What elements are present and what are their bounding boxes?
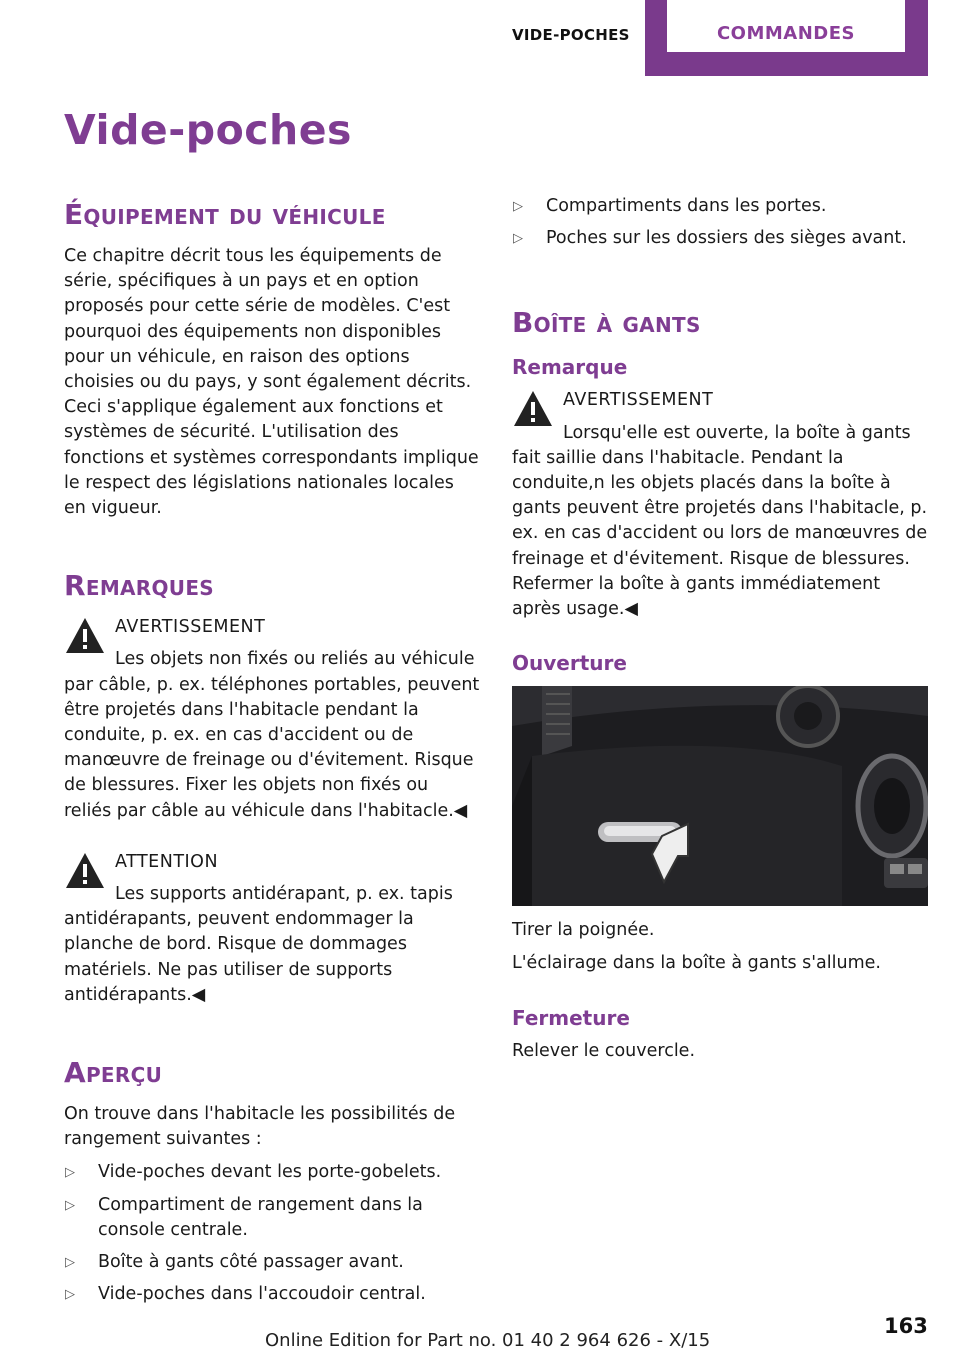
right-column	[512, 194, 928, 1064]
subheading-closing: Fermeture	[512, 1005, 630, 1030]
heading-overview: Aperçu	[64, 1056, 163, 1090]
warning-text: Lorsqu'elle est ouverte, la boîte à gants fait saillie dans l'habitacle. Pendant la conduite,n les objets placés dans la boîte à gants peuvent être projetés dans l'habitacle, p. ex. en cas d'accident ou lors de manœuvres de freinage et d'évitement. Risque de blessures. Refermer la boîte à gants immédiatement après usage.◀	[512, 422, 928, 620]
footer-edition: Online Edition for Part no. 01 40 2 964 626 - X/15	[265, 1330, 711, 1351]
warning-block	[64, 615, 480, 824]
paragraph-equipment: Ce chapitre décrit tous les équipements de série, spécifiques à un pays et en option proposés pour cette série de modèles. C'est pourquoi des équipements non disponibles pour un véhicule, en raison des options choisies ou du pays, y sont également décrits. Ceci s'applique également aux fonctions et systèmes de sécurité. L'utilisation des fonctions et systèmes correspondants implique le respect des législations nationales locales en vigueur.	[64, 246, 479, 519]
list-item: ▷ Poches sur les dossiers des sièges avant.	[512, 226, 928, 251]
bullet-triangle-icon: ▷	[513, 199, 523, 214]
warning-triangle-icon	[64, 850, 106, 892]
heading-glovebox: Boîte à gants	[512, 306, 701, 340]
heading-equipment: Équipement du véhicule	[64, 198, 386, 231]
warning-triangle-icon	[64, 615, 106, 657]
warning-heading: AVERTISSEMENT	[563, 390, 714, 411]
subheading-note: Remarque	[512, 355, 628, 380]
bullet-triangle-icon: ▷	[513, 231, 523, 247]
heading-remarks: Remarques	[64, 569, 215, 603]
bullet-triangle-icon: ▷	[65, 1197, 75, 1213]
warning-block	[512, 388, 928, 622]
subheading-opening: Ouverture	[512, 651, 627, 676]
paragraph-pull-handle: Tirer la poignée.	[512, 920, 655, 941]
list-item: ▷ Vide-poches dans l'accoudoir central.	[64, 1282, 480, 1307]
page-number: 163	[884, 1314, 928, 1338]
list-item: ▷ Compartiments dans les portes.	[512, 194, 928, 219]
running-header-section: VIDE-POCHES	[512, 26, 630, 44]
chapter-tab-label: COMMANDES	[667, 0, 905, 52]
list-item: ▷ Compartiment de rangement dans la console centrale.	[65, 1194, 423, 1240]
glovebox-illustration	[512, 686, 928, 906]
caution-heading: ATTENTION	[115, 851, 219, 872]
list-item: ▷ Boîte à gants côté passager avant.	[64, 1250, 480, 1275]
paragraph-close: Relever le couvercle.	[512, 1040, 696, 1061]
storage-list	[64, 1160, 480, 1307]
page-title: Vide-poches	[64, 106, 352, 154]
list-item: ▷ Vide-poches devant les porte-gobelets.	[64, 1160, 480, 1185]
bullet-triangle-icon: ▷	[65, 1165, 75, 1181]
left-column	[64, 194, 480, 1315]
chapter-tab	[645, 0, 928, 76]
warning-text: Les objets non fixés ou reliés au véhicule par câble, p. ex. téléphones portables, peuvent être projetés dans l'habitacle pendant la conduite, p. ex. en cas d'accident ou de manœuvre de freinage ou d'évitement. Risque de blessures. Fixer les objets non fixés ou reliés par câble au véhicule dans l'habitacle.◀	[64, 649, 480, 821]
storage-list-continued	[512, 194, 928, 251]
warning-triangle-icon	[512, 388, 554, 430]
bullet-triangle-icon: ▷	[65, 1255, 75, 1271]
bullet-triangle-icon: ▷	[65, 1287, 75, 1303]
glovebox-handle-photo	[512, 686, 928, 906]
paragraph-light: L'éclairage dans la boîte à gants s'allume.	[512, 953, 881, 974]
paragraph-overview: On trouve dans l'habitacle les possibilités de rangement suivantes :	[64, 1104, 456, 1150]
caution-block	[64, 850, 480, 1008]
caution-text: Les supports antidérapant, p. ex. tapis antidérapants, peuvent endommager la planche de bord. Risque de dommages matériels. Ne pas utiliser de supports antidérapants.◀	[64, 884, 453, 1005]
warning-heading: AVERTISSEMENT	[115, 617, 266, 638]
